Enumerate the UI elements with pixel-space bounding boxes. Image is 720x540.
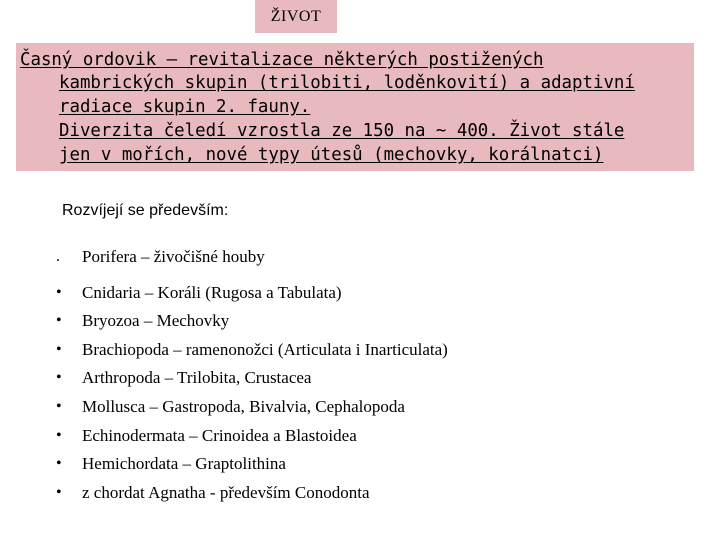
banner-line-5: jen v mořích, nové typy útesů (mechovky, korálnatci) bbox=[59, 145, 604, 165]
bullet-dot: • bbox=[56, 312, 62, 329]
bullet-dot: • bbox=[56, 427, 62, 444]
summary-banner bbox=[16, 43, 694, 171]
bullet-dot: • bbox=[56, 398, 62, 415]
list-item-text: Echinodermata – Crinoidea a Blastoidea bbox=[82, 426, 357, 445]
slide-title-box bbox=[255, 0, 337, 33]
bullet-dot: . bbox=[56, 248, 60, 265]
bullet-dot: • bbox=[56, 484, 62, 501]
subheading: Rozvíjejí se především: bbox=[62, 202, 229, 219]
list-item-text: Cnidaria – Koráli (Rugosa a Tabulata) bbox=[82, 283, 342, 302]
bullet-dot: • bbox=[56, 455, 62, 472]
banner-line-1: Časný ordovik – revitalizace některých postižených bbox=[20, 50, 544, 70]
banner-line-4: Diverzita čeledí vzrostla ze 150 na ~ 400. Život stále bbox=[59, 121, 625, 141]
list-item bbox=[0, 452, 720, 476]
bullet-dot: • bbox=[56, 369, 62, 386]
list-item-text: Hemichordata – Graptolithina bbox=[82, 454, 286, 473]
list-item-text: Arthropoda – Trilobita, Crustacea bbox=[82, 368, 312, 387]
list-item bbox=[0, 366, 720, 390]
bullet-dot: • bbox=[56, 284, 62, 301]
list-item bbox=[0, 245, 720, 269]
list-item bbox=[0, 424, 720, 448]
banner-line-3: radiace skupin 2. fauny. bbox=[59, 97, 311, 117]
list-item bbox=[0, 481, 720, 505]
list-item-text: z chordat Agnatha - především Conodonta bbox=[82, 483, 370, 502]
list-item-text: Bryozoa – Mechovky bbox=[82, 311, 230, 330]
list-item bbox=[0, 395, 720, 419]
list-item bbox=[0, 309, 720, 333]
list-item bbox=[0, 338, 720, 362]
list-item-text: Mollusca – Gastropoda, Bivalvia, Cephalopoda bbox=[82, 397, 405, 416]
list-item-text: Porifera – živočišné houby bbox=[82, 247, 265, 266]
list-item-text: Brachiopoda – ramenonožci (Articulata i Inarticulata) bbox=[82, 340, 448, 359]
bullet-dot: • bbox=[56, 341, 62, 358]
slide-title: ŽIVOT bbox=[270, 7, 322, 25]
list-item bbox=[0, 281, 720, 305]
banner-line-2: kambrických skupin (trilobiti, loděnkovití) a adaptivní bbox=[59, 73, 635, 93]
